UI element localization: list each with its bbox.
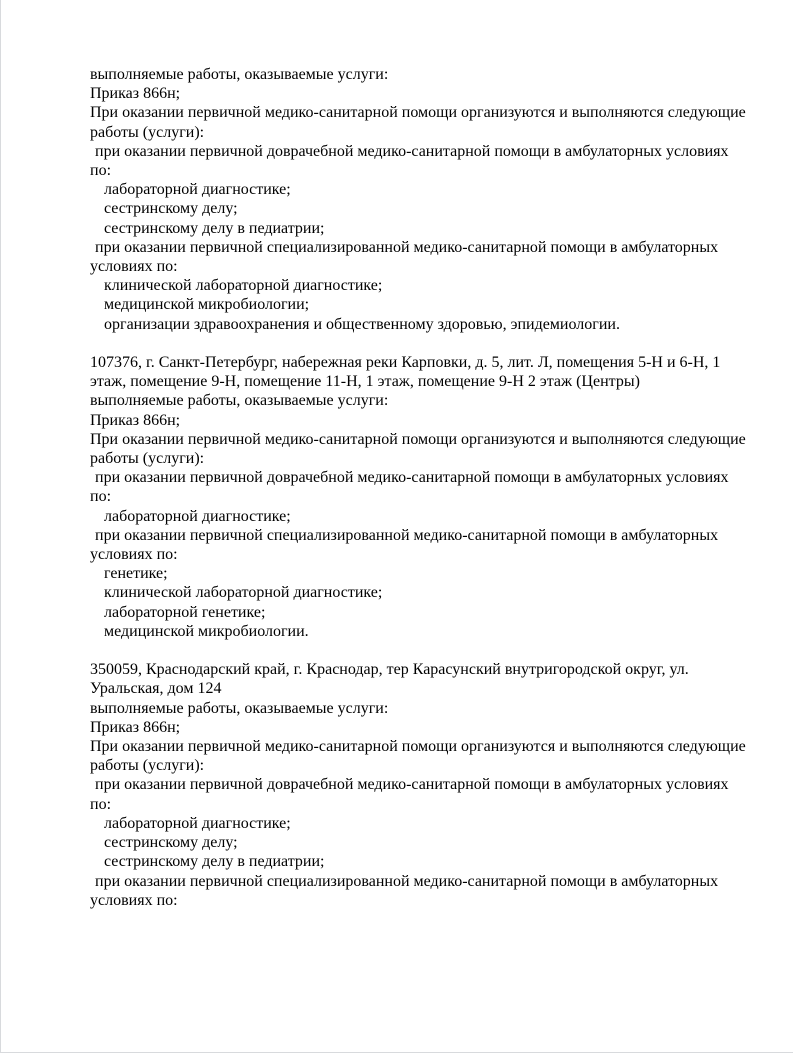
text-line: Приказ 866н; [90,411,181,429]
text-line: по: [90,795,112,813]
text-line: этаж, помещение 9-Н, помещение 11-Н, 1 этаж, помещение 9-Н 2 этаж (Центры) [90,373,640,391]
text-line: при оказании первичной доврачебной медико-санитарной помощи в амбулаторных условиях [95,469,729,487]
text-line: условиях по: [90,891,178,909]
text-line: условиях по: [90,258,178,276]
text-line: медицинской микробиологии. [104,622,309,640]
text-line: лабораторной генетике; [104,603,266,621]
text-line: работы (услуги): [90,123,205,141]
text-line: клинической лабораторной диагностике; [104,277,383,295]
text-line: при оказании первичной специализированной медико-санитарной помощи в амбулаторных [95,238,719,256]
text-line: работы (услуги): [90,757,205,775]
text-line: медицинской микробиологии; [104,296,310,314]
text-line: При оказании первичной медико-санитарной помощи организуются и выполняются следующие [90,430,746,448]
text-line: работы (услуги): [90,450,205,468]
text-line: выполняемые работы, оказываемые услуги: [90,699,389,717]
text-line: Приказ 866н; [90,718,181,736]
text-line: при оказании первичной специализированной медико-санитарной помощи в амбулаторных [95,526,719,544]
text-line: сестринскому делу; [104,834,238,852]
text-line: по: [90,488,112,506]
text-line: лабораторной диагностике; [104,814,291,832]
address-block-krasnodar [90,660,749,910]
text-line: организации здравоохранения и общественному здоровью, эпидемиологии. [104,315,620,333]
text-line: Приказ 866н; [90,85,181,103]
text-line: при оказании первичной доврачебной медико-санитарной помощи в амбулаторных условиях [95,142,729,160]
text-line: Уральская, дом 124 [90,680,222,698]
text-line: сестринскому делу в педиатрии; [104,219,325,237]
text-line: выполняемые работы, оказываемые услуги: [90,66,389,83]
text-line: лабораторной диагностике; [104,507,291,525]
text-line: При оказании первичной медико-санитарной помощи организуются и выполняются следующие [90,104,746,122]
text-line: по: [90,162,112,180]
text-line: При оказании первичной медико-санитарной помощи организуются и выполняются следующие [90,738,746,756]
text-line: 350059, Краснодарский край, г. Краснодар, тер Карасунский внутригородской округ, ул. [90,661,689,679]
text-line: при оказании первичной доврачебной медико-санитарной помощи в амбулаторных условиях [95,776,729,794]
text-line: лабораторной диагностике; [104,181,291,199]
license-text [1,0,793,910]
text-line: генетике; [104,565,168,583]
text-line: сестринскому делу в педиатрии; [104,853,325,871]
text-line: выполняемые работы, оказываемые услуги: [90,392,389,410]
text-line: при оказании первичной специализированной медико-санитарной помощи в амбулаторных [95,872,719,890]
text-line: сестринскому делу; [104,200,238,218]
text-line: 107376, г. Санкт-Петербург, набережная реки Карповки, д. 5, лит. Л, помещения 5-Н и 6-Н, 1 [90,354,721,372]
address-block-saint-petersburg [90,353,749,641]
text-line: условиях по: [90,546,178,564]
works-services-block-continuation [90,65,749,334]
text-line: клинической лабораторной диагностике; [104,584,383,602]
